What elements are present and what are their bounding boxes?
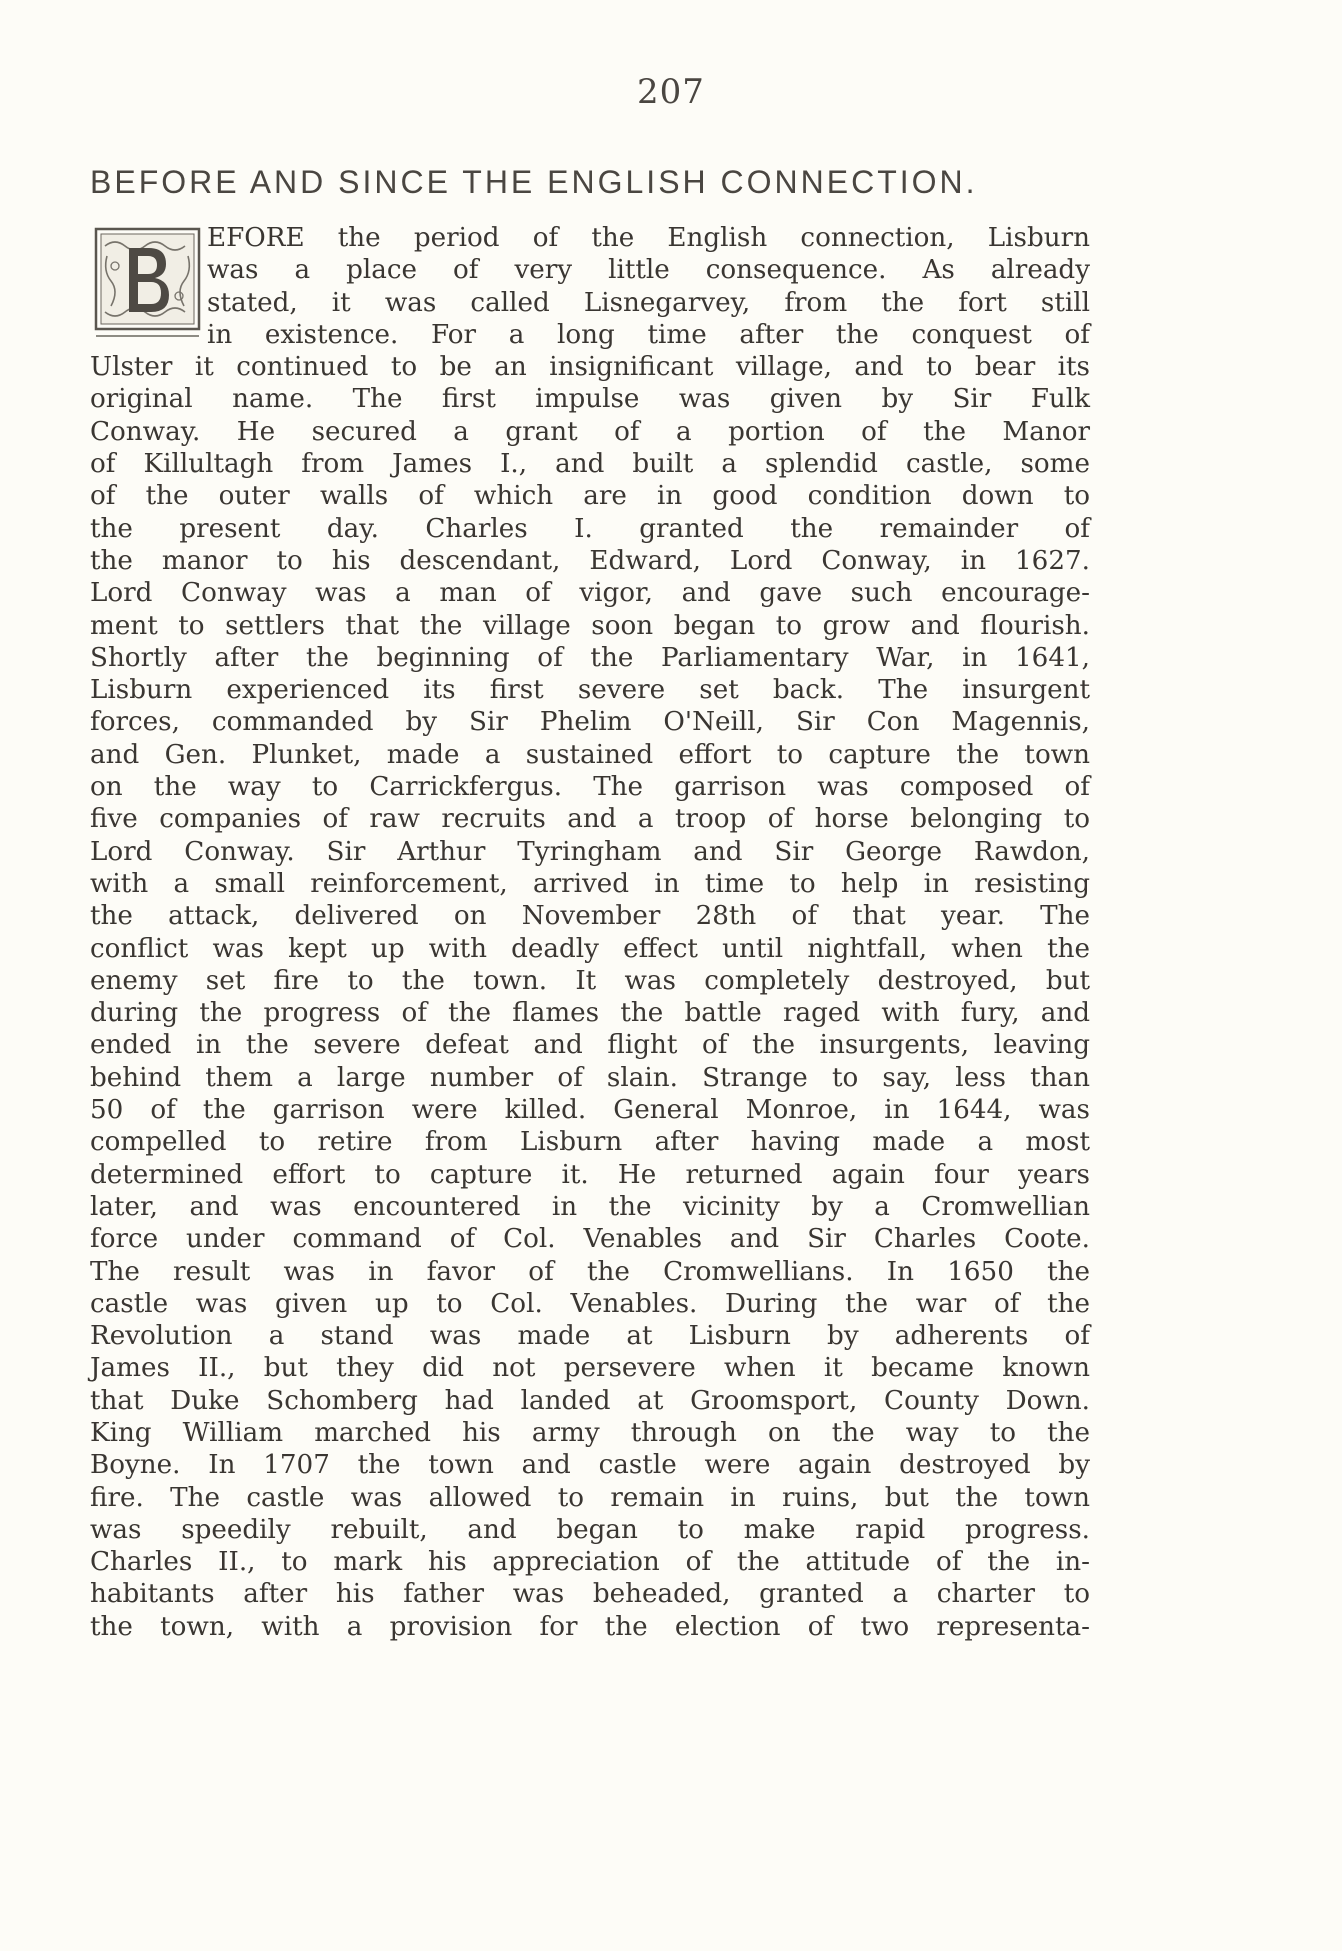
text-line: stated, it was called Lisnegarvey, from the fort still <box>207 287 1090 318</box>
text-line: ment to settlers that the village soon began to grow and flourish. <box>90 610 1090 641</box>
text-line: conflict was kept up with deadly effect until nightfall, when the <box>90 933 1090 964</box>
text-line: Shortly after the beginning of the Parliamentary War, in 1641, <box>90 642 1090 673</box>
text-line: on the way to Carrickfergus. The garrison was composed of <box>90 772 1090 803</box>
text-line: enemy set fire to the town. It was completely destroyed, but <box>90 965 1090 996</box>
text-line: was a place of very little consequence. As already <box>207 255 1090 286</box>
text-line: James II., but they did not persevere when it became known <box>90 1353 1090 1384</box>
text-line: fire. The castle was allowed to remain in ruins, but the town <box>90 1482 1090 1513</box>
text-line: Ulster it continued to be an insignificant village, and to bear its <box>90 352 1090 383</box>
text-line: of Killultagh from James I., and built a splendid castle, some <box>90 449 1090 480</box>
text-line: Lord Conway. Sir Arthur Tyringham and Sir George Rawdon, <box>90 836 1090 867</box>
text-line: original name. The first impulse was given by Sir Fulk <box>90 384 1090 415</box>
chapter-heading: BEFORE AND SINCE THE ENGLISH CONNECTION. <box>90 164 978 200</box>
text-line: compelled to retire from Lisburn after having made a most <box>90 1127 1090 1158</box>
body-text <box>90 222 1090 1643</box>
text-line: Conway. He secured a grant of a portion of the Manor <box>90 416 1090 447</box>
text-line: Lord Conway was a man of vigor, and gave such encourage- <box>90 578 1090 609</box>
text-line: Charles II., to mark his appreciation of the attitude of the in- <box>90 1547 1090 1578</box>
text-line: was speedily rebuilt, and began to make rapid progress. <box>90 1514 1090 1545</box>
text-line: the present day. Charles I. granted the remainder of <box>90 513 1090 544</box>
text-line: during the progress of the flames the battle raged with fury, and <box>90 998 1090 1029</box>
text-line: with a small reinforcement, arrived in time to help in resisting <box>90 868 1090 899</box>
text-line: determined effort to capture it. He returned again four years <box>90 1159 1090 1190</box>
text-line: that Duke Schomberg had landed at Groomsport, County Down. <box>90 1385 1090 1416</box>
text-line: King William marched his army through on the way to the <box>90 1417 1090 1448</box>
text-line: Revolution a stand was made at Lisburn by adherents of <box>90 1321 1090 1352</box>
text-line: force under command of Col. Venables and Sir Charles Coote. <box>90 1224 1090 1255</box>
text-line: and Gen. Plunket, made a sustained effort to capture the town <box>90 739 1090 770</box>
text-line: Boyne. In 1707 the town and castle were again destroyed by <box>90 1450 1090 1481</box>
text-line: habitants after his father was beheaded, granted a charter to <box>90 1579 1090 1610</box>
text-line: the attack, delivered on November 28th of that year. The <box>90 901 1090 932</box>
text-line: in existence. For a long time after the conquest of <box>207 319 1090 350</box>
text-line: later, and was encountered in the vicinity by a Cromwellian <box>90 1191 1090 1222</box>
text-line: behind them a large number of slain. Strange to say, less than <box>90 1062 1090 1093</box>
text-line: The result was in favor of the Cromwellians. In 1650 the <box>90 1256 1090 1287</box>
page-number: 207 <box>637 72 705 112</box>
text-line: EFORE the period of the English connection, Lisburn <box>207 223 1090 253</box>
text-line: five companies of raw recruits and a troop of horse belonging to <box>90 804 1090 835</box>
text-line: of the outer walls of which are in good condition down to <box>90 481 1090 512</box>
text-line: 50 of the garrison were killed. General Monroe, in 1644, was <box>90 1095 1090 1126</box>
text-line: the manor to his descendant, Edward, Lord Conway, in 1627. <box>90 545 1090 576</box>
text-line: the town, with a provision for the election of two representa- <box>90 1611 1090 1642</box>
text-line: forces, commanded by Sir Phelim O'Neill, Sir Con Magennis, <box>90 707 1090 738</box>
text-line: ended in the severe defeat and flight of the insurgents, leaving <box>90 1030 1090 1061</box>
text-line: Lisburn experienced its first severe set back. The insurgent <box>90 675 1090 706</box>
text-line: castle was given up to Col. Venables. During the war of the <box>90 1288 1090 1319</box>
